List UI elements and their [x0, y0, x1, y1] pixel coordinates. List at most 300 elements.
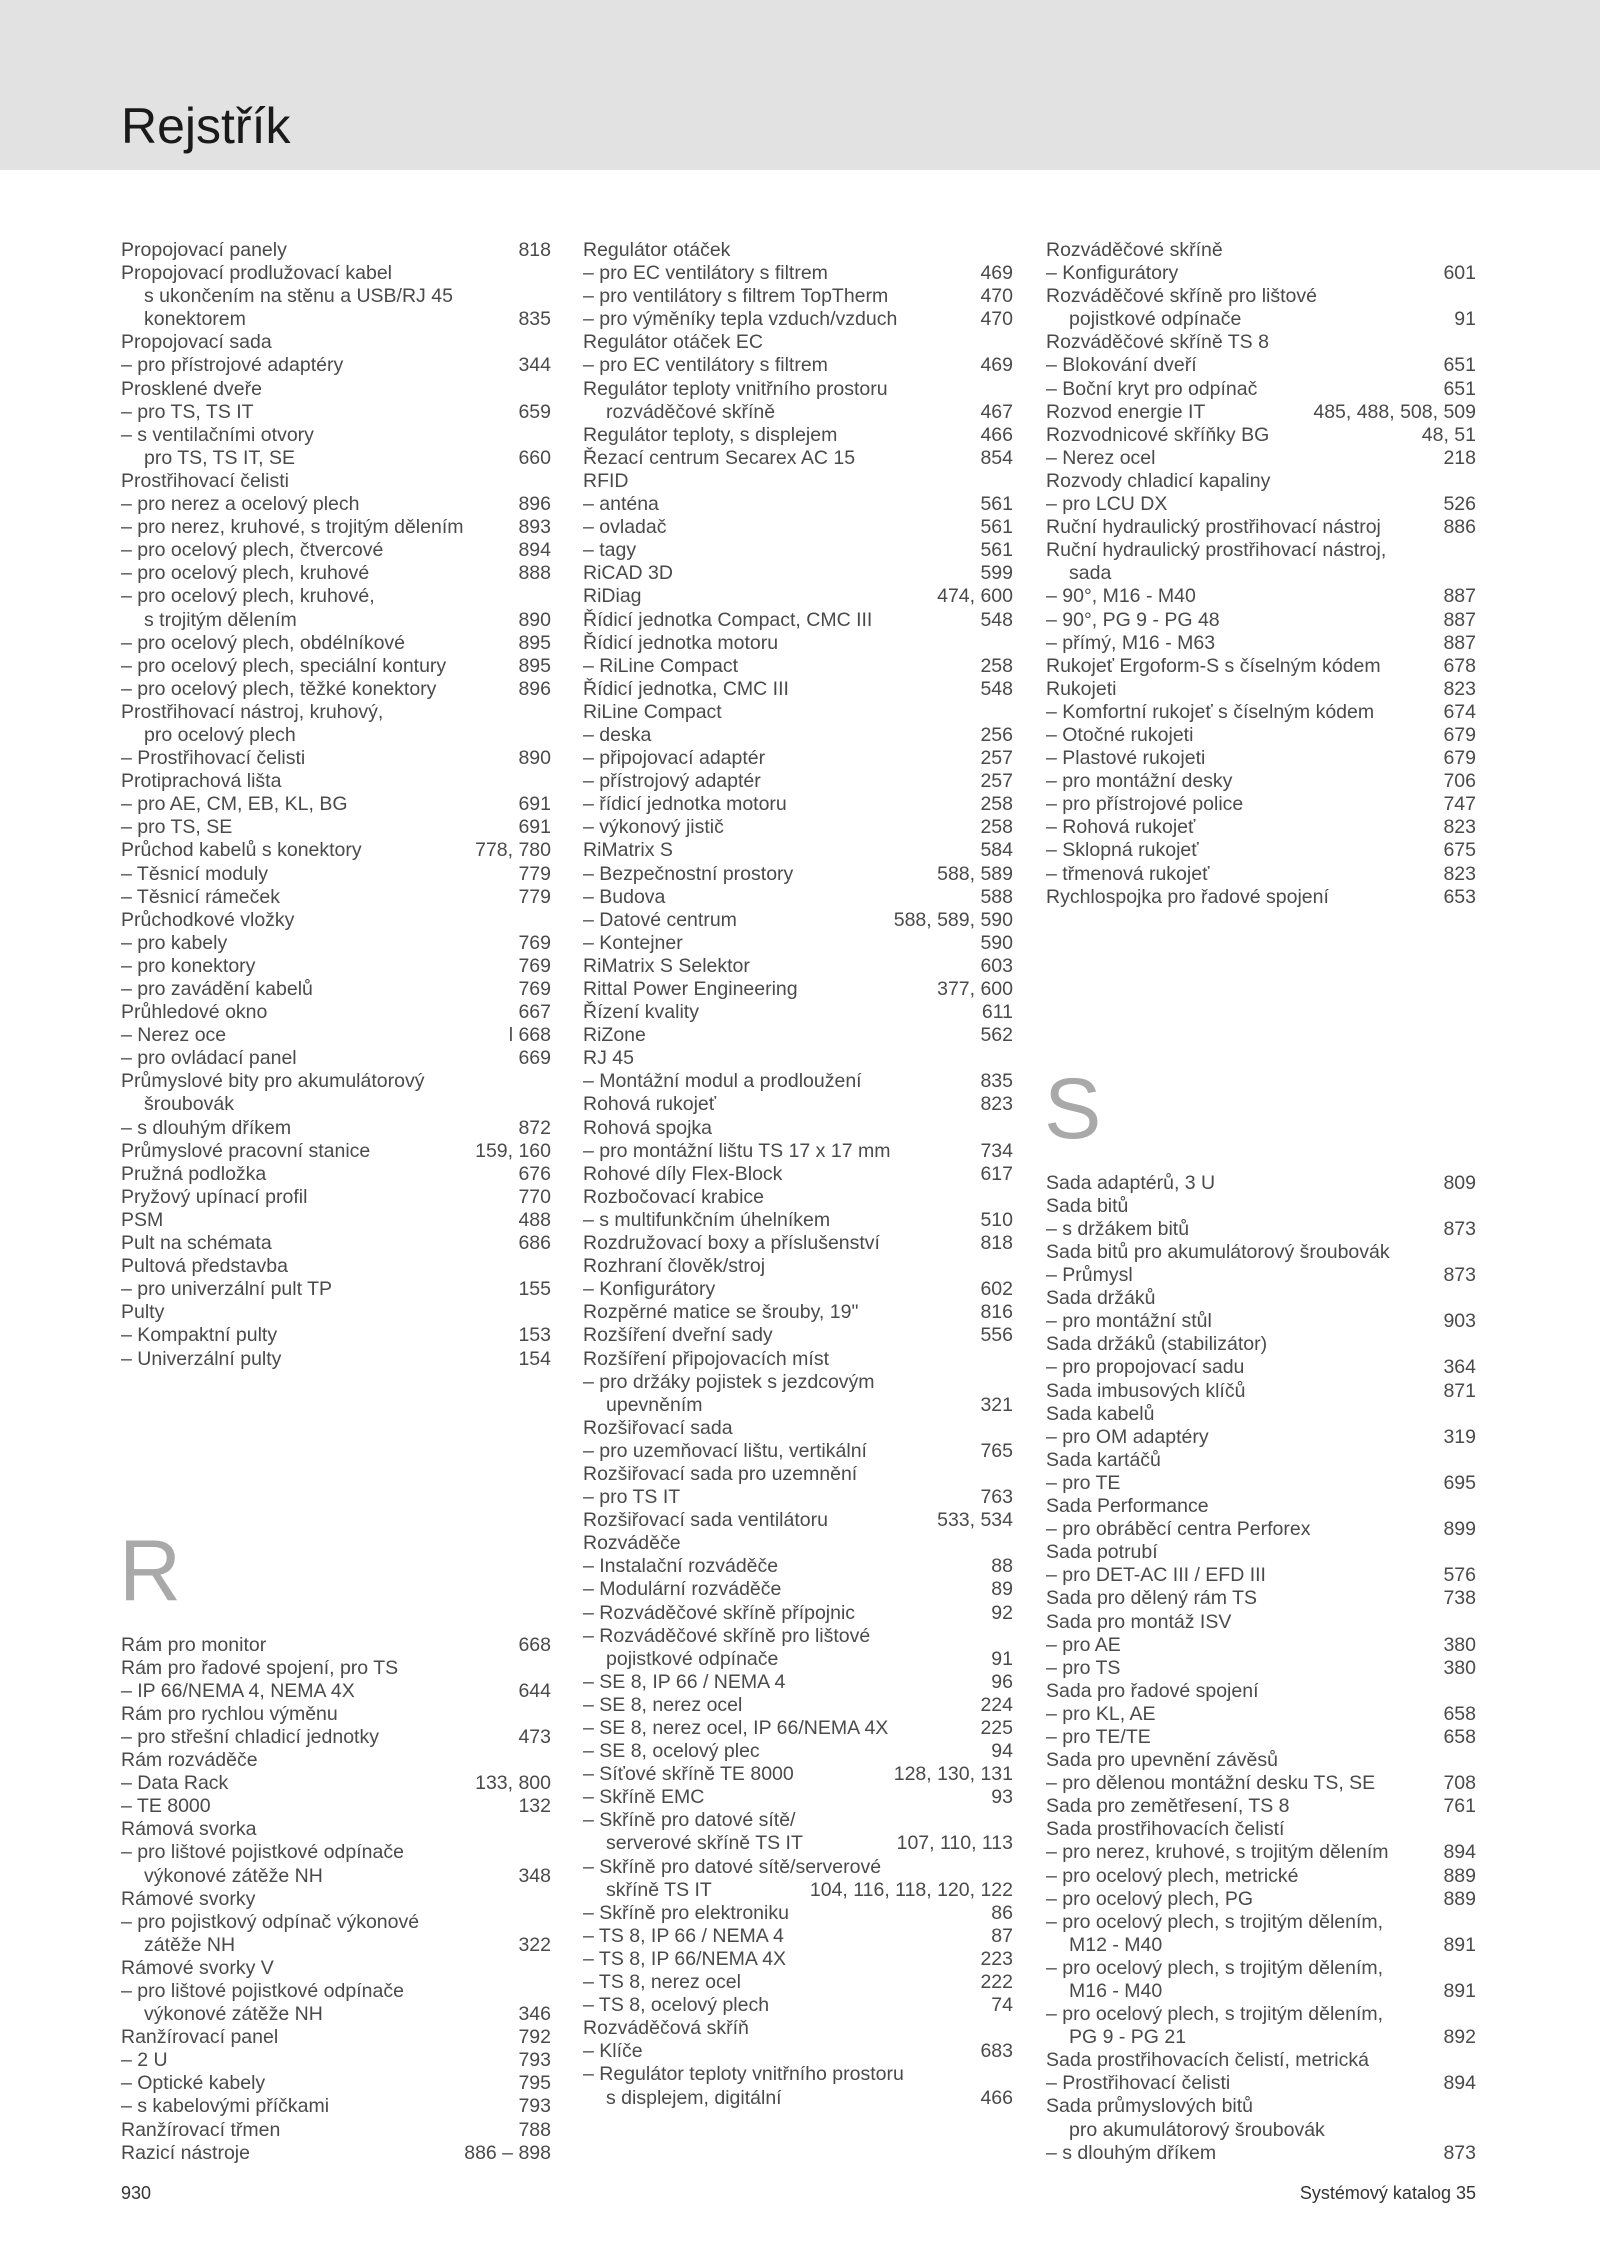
index-entry [121, 2003, 551, 2026]
entry-pages: 256 [980, 723, 1013, 746]
index-entry [1046, 1380, 1476, 1403]
entry-pages: 686 [518, 1232, 551, 1255]
entry-term: – Budova [583, 885, 666, 908]
entry-pages: 548 [980, 677, 1013, 700]
entry-term: – Bezpečnostní prostory [583, 862, 794, 885]
entry-term: Rozhraní člověk/stroj [583, 1255, 766, 1278]
entry-term: Rám pro řadové spojení, pro TS [121, 1656, 399, 1679]
index-entry [583, 1763, 1013, 1786]
index-entry [583, 978, 1013, 1001]
entry-term: Regulátor otáček EC [583, 331, 763, 354]
index-entry [1046, 1218, 1476, 1241]
index-entry [121, 1888, 551, 1911]
entry-term: Pružná podložka [121, 1162, 267, 1185]
index-entry [583, 1879, 1013, 1902]
entry-term: – pro ocelový plech, s trojitým dělením, [1046, 1910, 1384, 1933]
entry-pages: 104, 116, 118, 120, 122 [809, 1878, 1013, 1901]
entry-term: – pro přístrojové adaptéry [121, 354, 344, 377]
entry-pages [543, 585, 551, 608]
entry-term: – pro ocelový plech, kruhové [121, 562, 370, 585]
entry-term: – Otočné rukojeti [1046, 723, 1194, 746]
entry-term: Sada držáků [1046, 1287, 1156, 1310]
entry-term: – pro montážní stůl [1046, 1310, 1212, 1333]
index-entry [1046, 1264, 1476, 1287]
entry-pages: 871 [1443, 1379, 1476, 1402]
index-entry [121, 331, 551, 354]
entry-pages: 96 [991, 1670, 1013, 1693]
entry-term: pro akumulátorový šroubovák [1069, 2118, 1325, 2141]
index-entry [583, 493, 1013, 516]
entry-term: – Data Rack [121, 1772, 229, 1795]
entry-pages [543, 262, 551, 285]
index-entry [121, 1209, 551, 1232]
entry-term: Pryžový upínací profil [121, 1185, 308, 1208]
index-entry [121, 1818, 551, 1841]
entry-pages: 659 [518, 400, 551, 423]
index-entry [583, 701, 1013, 724]
entry-pages [1005, 1117, 1013, 1140]
entry-term: Rozvod energie IT [1046, 400, 1206, 423]
entry-pages: 691 [518, 793, 551, 816]
entry-pages: 467 [980, 400, 1013, 423]
entry-pages: 346 [518, 2003, 551, 2026]
entry-term: – pro lištové pojistkové odpínače [121, 1980, 404, 2002]
entry-term: – pro univerzální pult TP [121, 1278, 333, 1301]
entry-pages: 658 [1443, 1725, 1476, 1748]
index-entry [583, 1070, 1013, 1093]
index-entry [121, 1278, 551, 1301]
entry-pages [1005, 1371, 1013, 1394]
index-entry [583, 955, 1013, 978]
entry-pages: 769 [518, 954, 551, 977]
index-entry [121, 1232, 551, 1255]
entry-pages [543, 1301, 551, 1324]
entry-pages: 562 [980, 1024, 1013, 1047]
entry-pages: 683 [980, 2040, 1013, 2063]
index-entry [1046, 2003, 1476, 2026]
entry-pages: 854 [980, 446, 1013, 469]
index-entry [583, 863, 1013, 886]
entry-term: – pro AE [1046, 1633, 1121, 1656]
index-entry [583, 2063, 1013, 2086]
section-spacer [1046, 909, 1476, 978]
index-entry [1046, 724, 1476, 747]
index-entry [583, 539, 1013, 562]
entry-pages [1005, 1255, 1013, 1278]
entry-pages: 816 [980, 1301, 1013, 1324]
entry-term: – s multifunkčním úhelníkem [583, 1208, 831, 1231]
index-entry [121, 1047, 551, 1070]
entry-pages [1468, 1333, 1476, 1356]
entry-pages: 218 [1443, 446, 1476, 469]
entry-term: RiLine Compact [583, 700, 722, 723]
entry-pages: 257 [980, 747, 1013, 770]
entry-pages: 322 [518, 1933, 551, 1956]
index-entry [121, 1186, 551, 1209]
entry-pages [1468, 1449, 1476, 1472]
entry-pages: 602 [980, 1278, 1013, 1301]
index-entry [583, 839, 1013, 862]
entry-term: – pro ocelový plech, s trojitým dělením, [1046, 1956, 1384, 1979]
entry-pages: 91 [1454, 308, 1476, 331]
entry-pages: 886 – 898 [464, 2141, 551, 2164]
index-entry [121, 2072, 551, 2095]
entry-pages: 470 [980, 308, 1013, 331]
entry-pages: 91 [991, 1647, 1013, 1670]
entry-pages: 488 [518, 1208, 551, 1231]
index-entry [1046, 1749, 1476, 1772]
index-column-3 [1046, 239, 1476, 2165]
index-entry [583, 1001, 1013, 1024]
entry-pages: 818 [518, 239, 551, 261]
entry-pages: 678 [1443, 654, 1476, 677]
index-entry [583, 909, 1013, 932]
index-entry [1046, 655, 1476, 678]
index-entry [121, 1980, 551, 2003]
entry-term: Rozpěrné matice se šrouby, 19" [583, 1301, 859, 1324]
index-entry [1046, 1657, 1476, 1680]
entry-pages: 466 [980, 423, 1013, 446]
entry-term: – pro TE/TE [1046, 1725, 1151, 1748]
entry-term: RFID [583, 469, 629, 492]
entry-term: – deska [583, 723, 652, 746]
entry-term: – pro uzemňovací lištu, vertikální [583, 1439, 867, 1462]
index-entry [121, 1795, 551, 1818]
index-entry [1046, 609, 1476, 632]
entry-pages: 770 [518, 1185, 551, 1208]
entry-pages [543, 1703, 551, 1726]
entry-term: Regulátor teploty, s displejem [583, 423, 838, 446]
entry-term: PG 9 - PG 21 [1069, 2026, 1187, 2049]
index-entry [1046, 1818, 1476, 1841]
entry-pages: 469 [980, 262, 1013, 285]
entry-term: – TS 8, IP 66/NEMA 4X [583, 1947, 787, 1970]
entry-pages: 835 [518, 308, 551, 331]
index-entry [1046, 2026, 1476, 2049]
index-entry [121, 1749, 551, 1772]
entry-term: – Konfigurátory [583, 1278, 716, 1301]
entry-term: Průmyslové bity pro akumulátorový [121, 1070, 425, 1093]
entry-pages: 887 [1443, 585, 1476, 608]
entry-term: sada [1069, 562, 1112, 585]
index-entry [1046, 1541, 1476, 1564]
entry-pages [1005, 1532, 1013, 1555]
entry-term: – TS 8, IP 66 / NEMA 4 [583, 1924, 784, 1947]
entry-pages [543, 378, 551, 401]
index-entry [1046, 539, 1476, 562]
entry-term: Ranžírovací třmen [121, 2118, 281, 2141]
entry-term: Rámová svorka [121, 1818, 257, 1841]
entry-pages [1468, 285, 1476, 308]
index-entry [121, 262, 551, 285]
entry-term: RiMatrix S [583, 839, 673, 862]
entry-pages [1468, 1911, 1476, 1934]
entry-pages: 133, 800 [475, 1772, 551, 1795]
index-entry [121, 1093, 551, 1116]
index-entry [121, 1657, 551, 1680]
entry-pages: 588 [980, 885, 1013, 908]
entry-term: – pro propojovací sadu [1046, 1356, 1245, 1379]
entry-term: M12 - M40 [1069, 1933, 1163, 1956]
index-entry [583, 1024, 1013, 1047]
index-entry [1046, 1680, 1476, 1703]
entry-term: Sada potrubí [1046, 1541, 1158, 1564]
entry-pages: 590 [980, 931, 1013, 954]
entry-term: Rozváděčové skříně [1046, 239, 1223, 261]
entry-term: – SE 8, nerez ocel [583, 1693, 743, 1716]
entry-pages: 779 [518, 862, 551, 885]
index-entry [121, 470, 551, 493]
page-number: 930 [121, 2183, 152, 2203]
entry-pages: 611 [981, 1001, 1013, 1024]
entry-pages: 734 [980, 1139, 1013, 1162]
entry-pages [1468, 562, 1476, 585]
index-entry [121, 539, 551, 562]
entry-pages [1005, 1463, 1013, 1486]
entry-term: – Síťové skříně TE 8000 [583, 1763, 794, 1786]
index-entry [583, 2040, 1013, 2063]
index-entry [583, 1209, 1013, 1232]
entry-pages [543, 1818, 551, 1841]
index-entry [1046, 770, 1476, 793]
entry-pages [1468, 1241, 1476, 1264]
entry-term: – pro ocelový plech, čtvercové [121, 539, 384, 562]
entry-term: – Skříně EMC [583, 1786, 705, 1809]
index-entry [1046, 1495, 1476, 1518]
index-entry [121, 1301, 551, 1324]
index-entry [121, 493, 551, 516]
entry-term: Rám rozváděče [121, 1749, 258, 1772]
entry-pages: 691 [518, 816, 551, 839]
entry-term: – pro konektory [121, 954, 256, 977]
entry-term: – pro kabely [121, 931, 228, 954]
index-entry [583, 1902, 1013, 1925]
entry-term: Průchodkové vložky [121, 908, 295, 931]
entry-term: Rozváděčové skříně pro lištové [1046, 285, 1317, 308]
entry-term: – Rohová rukojeť [1046, 816, 1196, 839]
entry-pages: 473 [518, 1725, 551, 1748]
index-entry [1046, 886, 1476, 909]
index-entry [121, 678, 551, 701]
entry-pages: 792 [518, 2026, 551, 2049]
index-entry [583, 1648, 1013, 1671]
index-entry [583, 1301, 1013, 1324]
entry-term: – TS 8, ocelový plech [583, 1994, 770, 2017]
index-entry [1046, 585, 1476, 608]
entry-term: Prostřihovací čelisti [121, 469, 289, 492]
entry-pages: 224 [980, 1693, 1013, 1716]
entry-term: Regulátor teploty vnitřního prostoru [583, 377, 888, 400]
entry-term: – pro OM adaptéry [1046, 1425, 1209, 1448]
index-entry [583, 470, 1013, 493]
entry-pages [1468, 1680, 1476, 1703]
index-entry [1046, 1518, 1476, 1541]
entry-pages: 890 [518, 608, 551, 631]
entry-pages: 818 [980, 1232, 1013, 1255]
entry-term: výkonové zátěže NH [144, 1864, 323, 1887]
entry-pages: 769 [518, 978, 551, 1000]
index-entry [1046, 1310, 1476, 1333]
entry-pages: 584 [980, 839, 1013, 862]
index-entry [1046, 1449, 1476, 1472]
index-entry [121, 585, 551, 608]
entry-pages [1005, 1809, 1013, 1832]
index-entry [1046, 747, 1476, 770]
entry-term: Protiprachová lišta [121, 770, 282, 793]
entry-term: Sada průmyslových bitů [1046, 2095, 1254, 2118]
index-entry [121, 1957, 551, 1980]
index-entry [121, 447, 551, 470]
index-entry [583, 1578, 1013, 1601]
entry-pages: 823 [980, 1093, 1013, 1116]
entry-term: – s kabelovými příčkami [121, 2095, 330, 2118]
entry-pages: 556 [980, 1324, 1013, 1347]
entry-term: – přístrojový adaptér [583, 770, 761, 793]
section-spacer [121, 1440, 551, 1509]
index-entry [121, 1772, 551, 1795]
entry-term: šroubovák [144, 1093, 234, 1116]
entry-pages [1468, 1611, 1476, 1634]
entry-term: – Univerzální pulty [121, 1347, 282, 1370]
entry-pages [1468, 1195, 1476, 1218]
index-entry [1046, 1957, 1476, 1980]
entry-term: Rozváděčové skříně TS 8 [1046, 331, 1269, 354]
entry-pages: 485, 488, 508, 509 [1313, 400, 1476, 423]
entry-pages: 88 [991, 1555, 1013, 1578]
entry-term: – řídicí jednotka motoru [583, 793, 787, 816]
index-entry [583, 354, 1013, 377]
index-entry [121, 308, 551, 331]
entry-term: Sada prostřihovacích čelistí, metrická [1046, 2049, 1369, 2072]
index-entry [583, 1602, 1013, 1625]
entry-pages: 651 [1443, 354, 1476, 377]
entry-pages [1005, 1186, 1013, 1209]
index-entry [1046, 331, 1476, 354]
entry-pages: 548 [980, 608, 1013, 631]
entry-pages: 380 [1443, 1633, 1476, 1656]
entry-term: – Blokování dveří [1046, 354, 1197, 377]
index-entry [1046, 1772, 1476, 1795]
entry-pages: 778, 780 [475, 839, 551, 862]
entry-term: Rohové díly Flex-Block [583, 1162, 783, 1185]
index-entry [1046, 1564, 1476, 1587]
index-entry [1046, 239, 1476, 262]
entry-term: Průhledové okno [121, 1001, 268, 1024]
entry-pages: 887 [1443, 608, 1476, 631]
entry-pages [1005, 470, 1013, 493]
entry-term: – pro ocelový plech, kruhové, [121, 585, 375, 608]
entry-pages [543, 724, 551, 747]
index-entry [583, 516, 1013, 539]
index-entry [583, 2017, 1013, 2040]
entry-term: upevněním [606, 1393, 703, 1416]
index-entry [583, 331, 1013, 354]
entry-pages [1468, 1749, 1476, 1772]
index-entry [583, 1717, 1013, 1740]
entry-term: – pro výměníky tepla vzduch/vzduch [583, 308, 898, 331]
entry-pages [1005, 701, 1013, 724]
entry-pages [1468, 1541, 1476, 1564]
entry-pages [543, 1070, 551, 1093]
entry-term: Sada Performance [1046, 1495, 1209, 1518]
index-entry [583, 1532, 1013, 1555]
index-entry [583, 1786, 1013, 1809]
index-entry [1046, 1241, 1476, 1264]
entry-term: – pro montážní desky [1046, 770, 1233, 793]
entry-pages: 679 [1443, 723, 1476, 746]
index-entry [583, 1694, 1013, 1717]
entry-term: – pro ocelový plech, s trojitým dělením, [1046, 2003, 1384, 2026]
entry-term: – TS 8, nerez ocel [583, 1971, 741, 1994]
entry-term: zátěže NH [144, 1933, 236, 1956]
index-entry [121, 632, 551, 655]
entry-term: – pro TS IT [583, 1486, 681, 1509]
entry-term: Regulátor otáček [583, 239, 731, 261]
entry-term: Rozváděčová skříň [583, 2017, 749, 2040]
index-entry [1046, 493, 1476, 516]
entry-term: – pro ocelový plech, speciální kontury [121, 654, 447, 677]
entry-pages [1468, 1957, 1476, 1980]
entry-pages: 74 [991, 1994, 1013, 2017]
entry-pages: 526 [1443, 493, 1476, 516]
entry-pages: 225 [980, 1717, 1013, 1739]
entry-term: – Optické kabely [121, 2072, 266, 2095]
entry-pages: 675 [1443, 839, 1476, 862]
index-entry [121, 378, 551, 401]
entry-term: – Modulární rozváděče [583, 1578, 782, 1601]
entry-pages [543, 770, 551, 793]
entry-pages: 222 [980, 1971, 1013, 1994]
entry-term: – Prostřihovací čelisti [121, 747, 306, 770]
entry-term: Sada pro upevnění závěsů [1046, 1749, 1279, 1772]
entry-term: Rozdružovací boxy a příslušenství [583, 1232, 880, 1255]
entry-pages: 793 [518, 2049, 551, 2072]
entry-term: – pro TS [1046, 1656, 1121, 1679]
index-entry [583, 1324, 1013, 1347]
entry-pages [1005, 1047, 1013, 1070]
entry-pages: 889 [1443, 1864, 1476, 1887]
entry-term: – pro ocelový plech, metrické [1046, 1864, 1299, 1887]
entry-pages: 651 [1443, 377, 1476, 400]
index-entry [583, 424, 1013, 447]
index-entry [121, 609, 551, 632]
entry-pages: 128, 130, 131 [893, 1763, 1013, 1786]
entry-term: Sada adaptérů, 3 U [1046, 1171, 1216, 1194]
index-entry [121, 1070, 551, 1093]
entry-pages: 599 [980, 562, 1013, 585]
entry-pages: 510 [980, 1208, 1013, 1231]
index-entry [121, 516, 551, 539]
index-entry [583, 1671, 1013, 1694]
entry-term: – pro nerez a ocelový plech [121, 493, 360, 516]
entry-term: – pro ocelový plech, obdélníkové [121, 631, 406, 654]
entry-term: Razicí nástroje [121, 2141, 250, 2164]
entry-pages [1468, 1818, 1476, 1841]
entry-term: Rozváděče [583, 1532, 681, 1555]
entry-pages: 894 [1443, 2072, 1476, 2095]
entry-term: – Těsnicí moduly [121, 862, 269, 885]
index-entry [1046, 1333, 1476, 1356]
index-entry [121, 401, 551, 424]
entry-pages [1005, 331, 1013, 354]
entry-pages [1468, 2049, 1476, 2072]
entry-pages: 679 [1443, 747, 1476, 770]
section-letter: R [119, 1522, 182, 1619]
entry-term: – pro ovládací panel [121, 1047, 297, 1070]
index-entry [121, 2026, 551, 2049]
entry-pages: 159, 160 [475, 1139, 551, 1162]
entry-term: – Instalační rozváděče [583, 1555, 779, 1578]
